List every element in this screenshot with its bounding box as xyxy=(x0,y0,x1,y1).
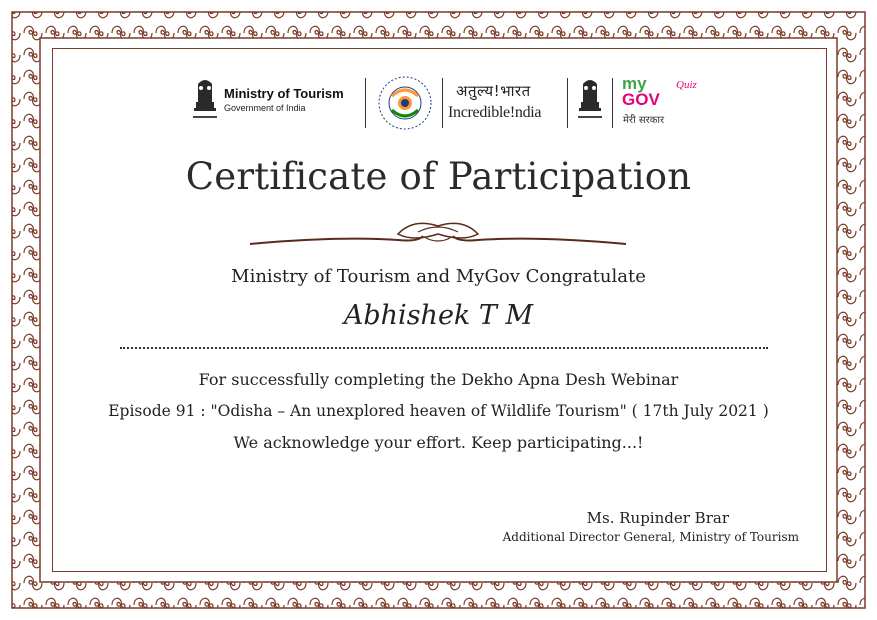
episode-line: Episode 91 : "Odisha – An unexplored heaven of Wildlife Tourism" ( 17th July 2021 ) xyxy=(108,402,769,420)
signatory-designation: Additional Director General, Ministry of Tourism xyxy=(502,530,799,544)
mygov-hindi-tagline: मेरी सरकार xyxy=(623,115,665,126)
acknowledgement-line: We acknowledge your effort. Keep participating...! xyxy=(233,433,644,452)
certificate-title: Certificate of Participation xyxy=(185,155,692,198)
ministry-subtitle: Government of India xyxy=(224,103,306,113)
completion-line: For successfully completing the Dekho Apna Desh Webinar xyxy=(198,370,679,389)
logo-divider xyxy=(442,78,443,128)
mygov-quiz-badge: Quiz xyxy=(676,79,697,91)
recipient-name: Abhishek T M xyxy=(343,300,534,331)
incredible-india-hindi: अतुल्य!भारत xyxy=(456,82,531,100)
logo-divider xyxy=(612,78,613,128)
azadi-ka-amrit-mahotsav-logo xyxy=(372,74,438,132)
ministry-title: Ministry of Tourism xyxy=(224,86,344,101)
mygov-my: my xyxy=(622,74,647,93)
logo-divider xyxy=(567,78,568,128)
national-emblem-icon xyxy=(575,76,605,122)
national-emblem-icon xyxy=(190,76,220,122)
signatory-name: Ms. Rupinder Brar xyxy=(586,509,729,527)
ornamental-flourish xyxy=(248,214,628,254)
incredible-india-logo: Incredible!ndia xyxy=(448,104,542,121)
congratulate-line: Ministry of Tourism and MyGov Congratulate xyxy=(231,266,646,287)
logo-divider xyxy=(365,78,366,128)
mygov-logo xyxy=(622,76,660,108)
mygov-gov: GOV xyxy=(622,90,660,109)
dotted-divider xyxy=(120,347,768,349)
